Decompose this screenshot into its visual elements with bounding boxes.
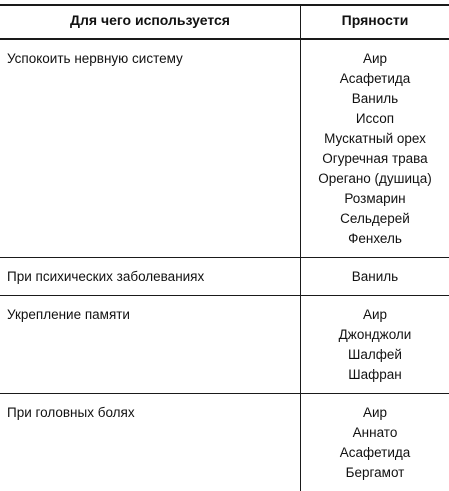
table-row xyxy=(0,394,449,491)
spice-item: Огуречная трава xyxy=(322,151,428,166)
spices-cell xyxy=(300,296,449,393)
table-header-row xyxy=(0,6,449,40)
spice-item: Шалфей xyxy=(348,347,402,362)
purpose-cell: При головных болях xyxy=(7,405,135,420)
spices-cell xyxy=(300,40,449,257)
purpose-cell: Укрепление памяти xyxy=(7,307,130,322)
spice-item: Асафетида xyxy=(339,445,411,460)
spice-item: Иссоп xyxy=(355,111,395,126)
table-row xyxy=(0,296,449,394)
spice-item: Сельдерей xyxy=(340,211,410,226)
spice-item: Шафран xyxy=(348,367,402,382)
spice-item: Орегано (душица) xyxy=(318,171,432,186)
spices-cell xyxy=(300,258,449,295)
spice-item: Ваниль xyxy=(351,269,399,284)
table-row xyxy=(0,40,449,258)
spice-item: Джонджоли xyxy=(338,327,412,342)
spices-cell xyxy=(300,394,449,491)
spice-item: Фенхель xyxy=(348,231,402,246)
header-purpose: Для чего используется xyxy=(70,12,230,28)
spice-item: Мускатный орех xyxy=(324,131,426,146)
spice-item: Розмарин xyxy=(344,191,406,206)
header-spices: Пряности xyxy=(300,6,449,38)
spice-item: Аир xyxy=(362,307,388,322)
table-row xyxy=(0,258,449,296)
spice-item: Аир xyxy=(362,51,388,66)
spice-item: Асафетида xyxy=(339,71,411,86)
spices-table xyxy=(0,4,449,491)
purpose-cell: Успокоить нервную систему xyxy=(7,51,183,66)
spice-item: Аир xyxy=(362,405,388,420)
purpose-cell: При психических заболеваниях xyxy=(7,269,205,284)
spice-item: Бергамот xyxy=(345,465,405,480)
spice-item: Аннато xyxy=(352,425,398,440)
spice-item: Ваниль xyxy=(351,91,399,106)
